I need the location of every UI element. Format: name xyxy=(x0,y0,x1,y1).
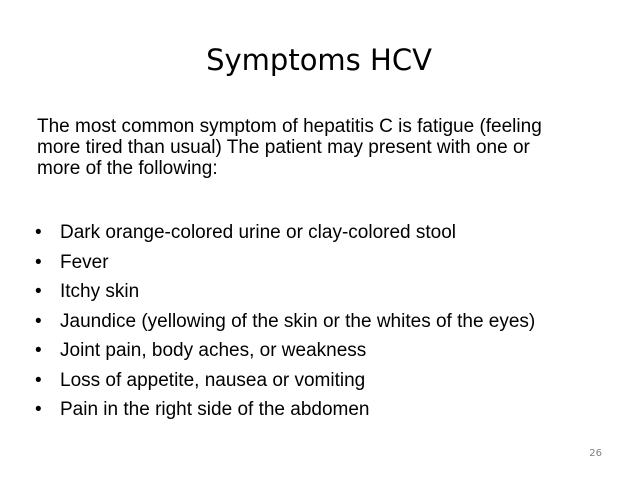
symptom-item xyxy=(35,395,615,425)
bullet-icon: • xyxy=(35,251,42,273)
symptom-item xyxy=(35,248,615,278)
symptom-item xyxy=(35,307,615,337)
bullet-icon: • xyxy=(35,310,42,332)
intro-paragraph xyxy=(37,116,597,179)
intro-line: The most common symptom of hepatitis C is fatigue (feeling xyxy=(37,116,542,137)
symptom-text: Joint pain, body aches, or weakness xyxy=(60,340,367,361)
symptom-item xyxy=(35,277,615,307)
bullet-icon: • xyxy=(35,340,42,361)
bullet-icon: • xyxy=(35,399,42,420)
symptom-item xyxy=(35,336,615,366)
symptom-text: Loss of appetite, nausea or vomiting xyxy=(60,369,366,391)
bullet-icon: • xyxy=(35,222,42,243)
symptom-text: Fever xyxy=(60,251,109,273)
symptom-text: Dark orange-colored urine or clay-colored stool xyxy=(60,222,457,243)
bullet-icon: • xyxy=(35,281,42,302)
symptom-list xyxy=(35,218,615,425)
symptom-text: Jaundice (yellowing of the skin or the whites of the eyes) xyxy=(60,310,536,332)
symptom-item xyxy=(35,366,615,396)
bullet-icon: • xyxy=(35,369,42,391)
slide-title: Symptoms HCV xyxy=(206,43,432,77)
intro-line: more tired than usual) The patient may present with one or xyxy=(37,137,530,158)
intro-line: more of the following: xyxy=(37,158,218,179)
symptom-text: Pain in the right side of the abdomen xyxy=(60,399,370,420)
page-number: 26 xyxy=(589,448,602,459)
symptom-text: Itchy skin xyxy=(60,281,140,302)
symptom-item xyxy=(35,218,615,248)
